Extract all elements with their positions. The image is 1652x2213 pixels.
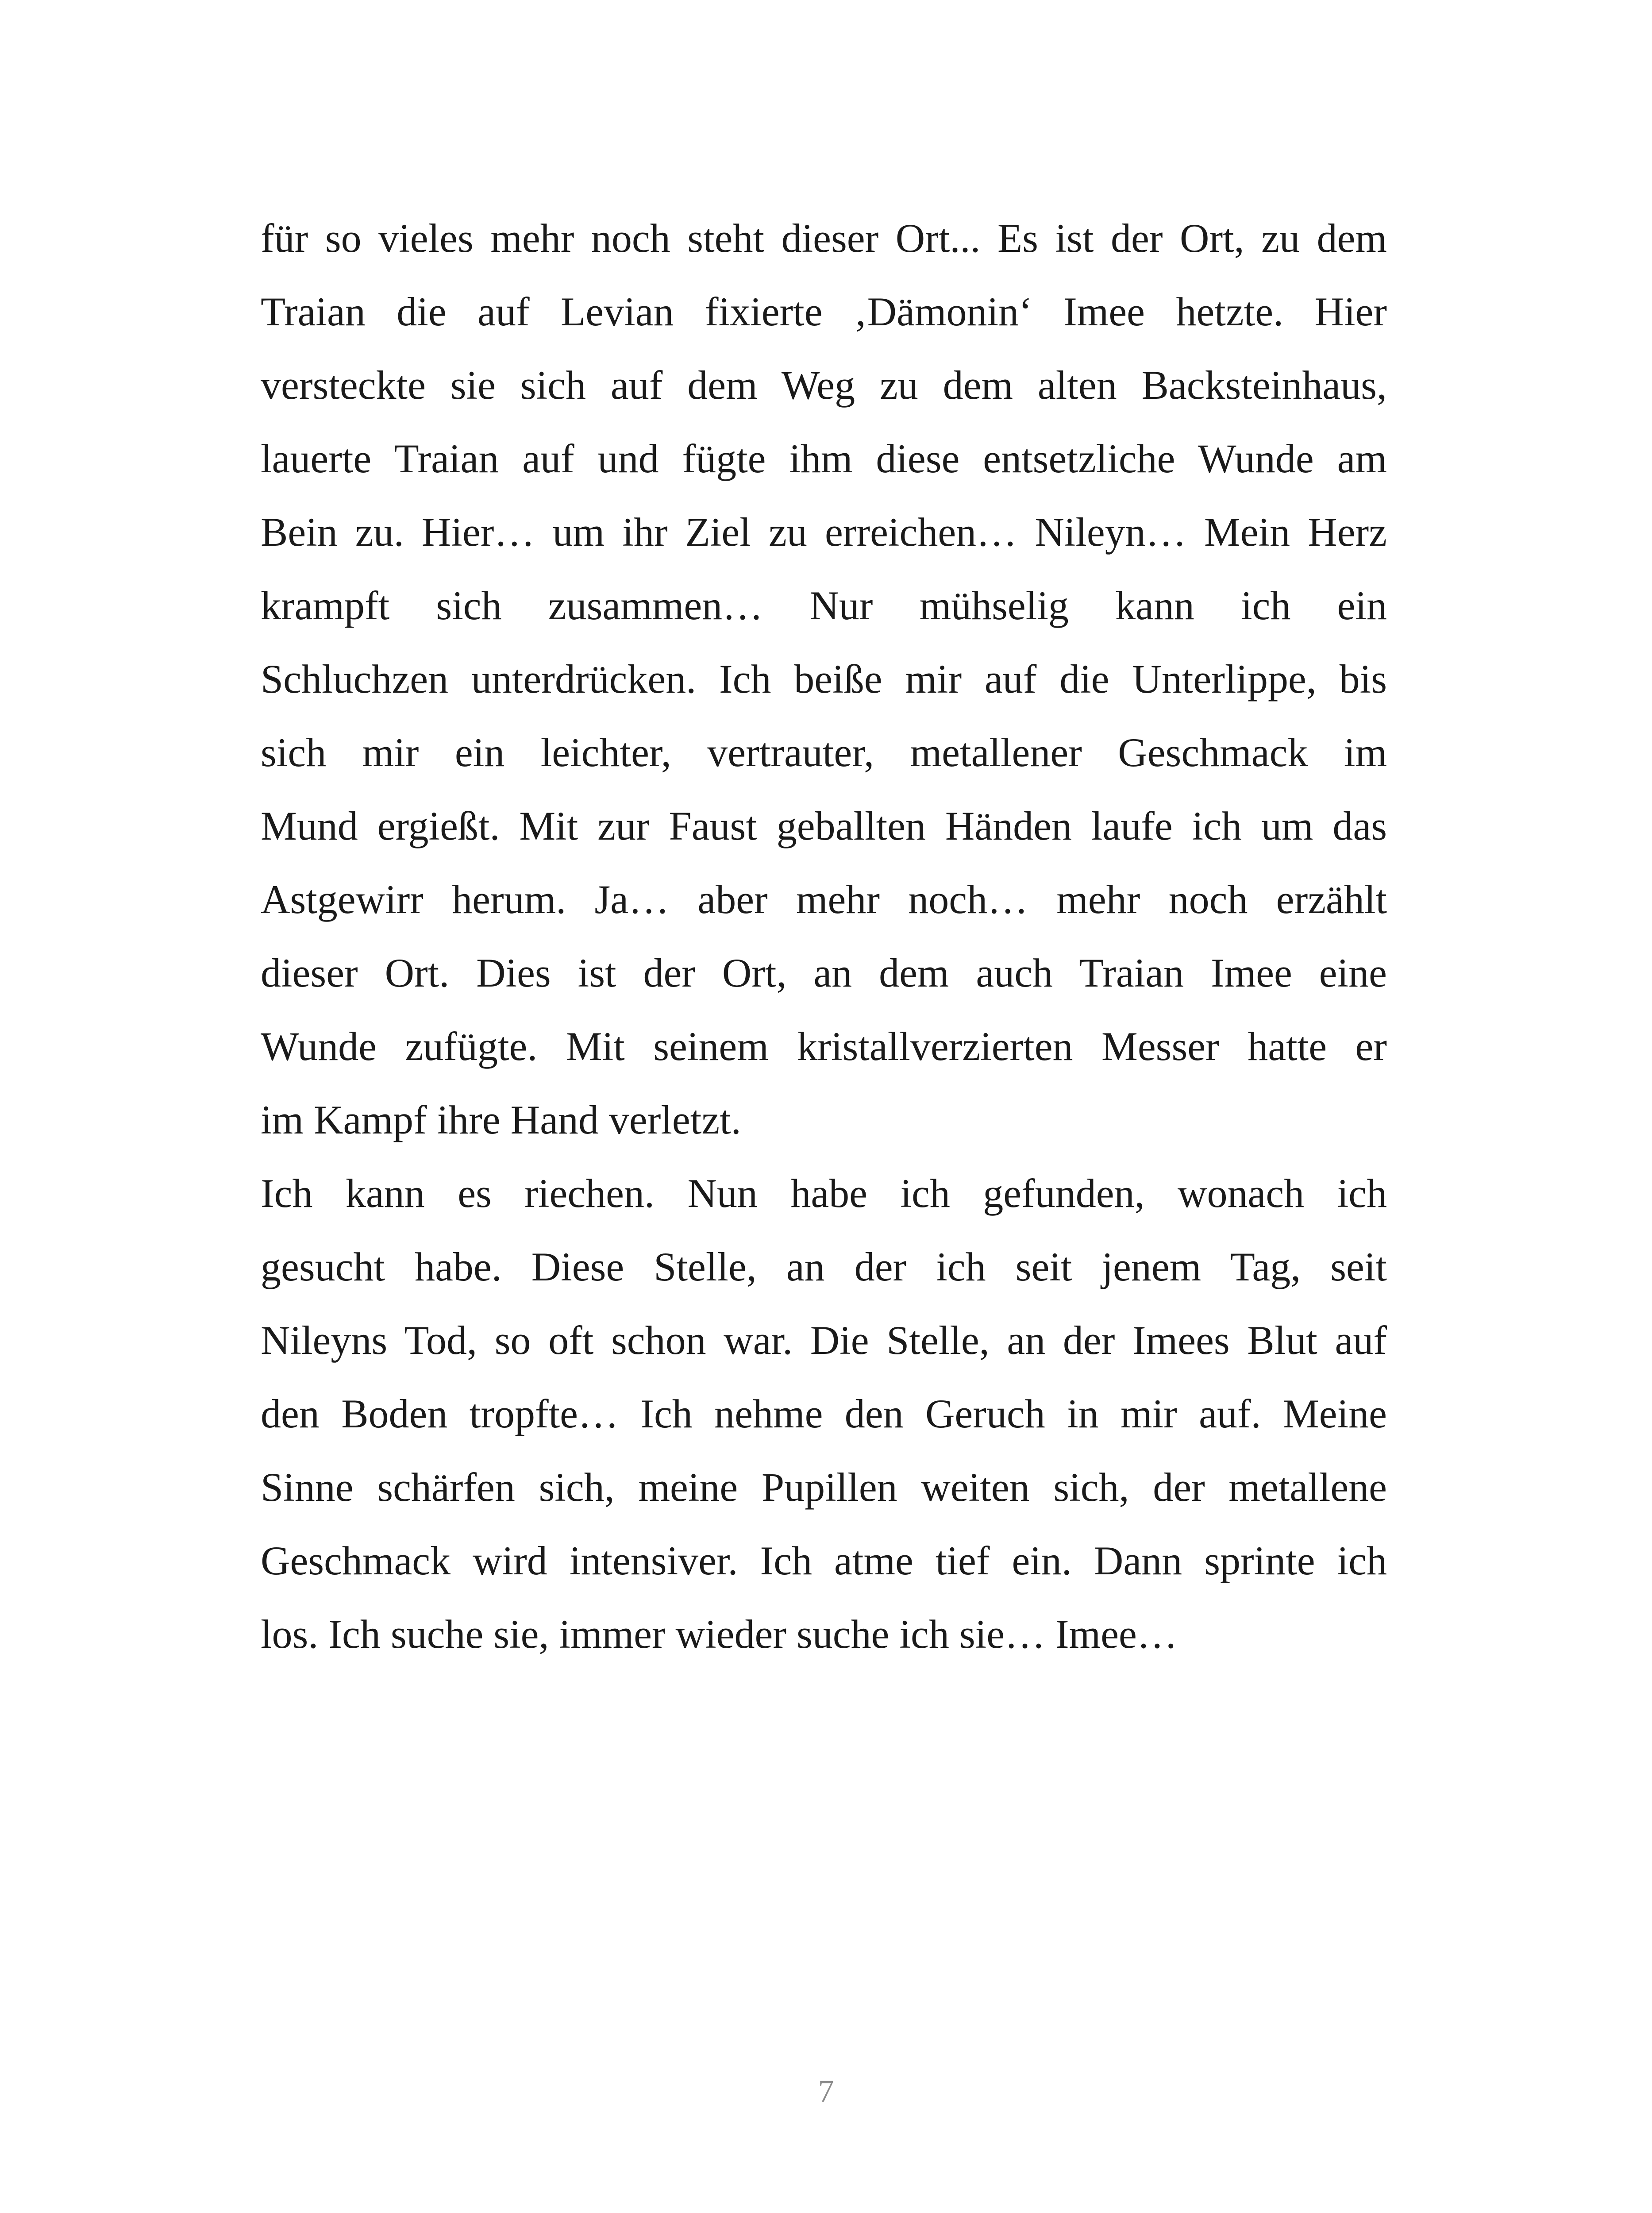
text-line: für so vieles mehr noch steht dieser Ort... Es ist der Ort, zu dem [261,216,1387,261]
text-line: Schluchzen unterdrücken. Ich beiße mir auf die Unterlippe, bis [261,656,1387,702]
text-line: versteckte sie sich auf dem Weg zu dem alten Backsteinhaus, [261,362,1387,408]
text-line: Mund ergießt. Mit zur Faust geballten Händen laufe ich um das [261,803,1387,848]
text-line: den Boden tropfte… Ich nehme den Geruch in mir auf. Meine [261,1391,1387,1436]
text-line: Traian die auf Levian fixierte ‚Dämonin‘ Imee hetzte. Hier [261,289,1387,334]
body-text [261,201,1387,1671]
text-line: Ich kann es riechen. Nun habe ich gefunden, wonach ich [261,1171,1387,1216]
text-line: sich mir ein leichter, vertrauter, metallener Geschmack im [261,730,1387,775]
text-line: Geschmack wird intensiver. Ich atme tief ein. Dann sprinte ich [261,1538,1387,1583]
page-number: 7 [818,2074,834,2109]
text-line: Bein zu. Hier… um ihr Ziel zu erreichen… Nileyn… Mein Herz [261,509,1387,555]
paragraph-1 [261,201,1387,1157]
text-line: Sinne schärfen sich, meine Pupillen weiten sich, der metallene [261,1465,1387,1510]
text-line: Nileyns Tod, so oft schon war. Die Stelle, an der Imees Blut auf [261,1318,1387,1363]
text-line: krampft sich zusammen… Nur mühselig kann ich ein [261,583,1387,628]
text-line: dieser Ort. Dies ist der Ort, an dem auch Traian Imee eine [261,950,1387,995]
text-line: im Kampf ihre Hand verletzt. [261,1097,741,1142]
text-line: lauerte Traian auf und fügte ihm diese entsetzliche Wunde am [261,436,1387,481]
text-line: Wunde zufügte. Mit seinem kristallverzierten Messer hatte er [261,1024,1387,1069]
text-line: los. Ich suche sie, immer wieder suche ich sie… Imee… [261,1612,1178,1657]
text-line: Astgewirr herum. Ja… aber mehr noch… mehr noch erzählt [261,877,1387,922]
text-line: gesucht habe. Diese Stelle, an der ich seit jenem Tag, seit [261,1244,1387,1289]
paragraph-2 [261,1157,1387,1671]
